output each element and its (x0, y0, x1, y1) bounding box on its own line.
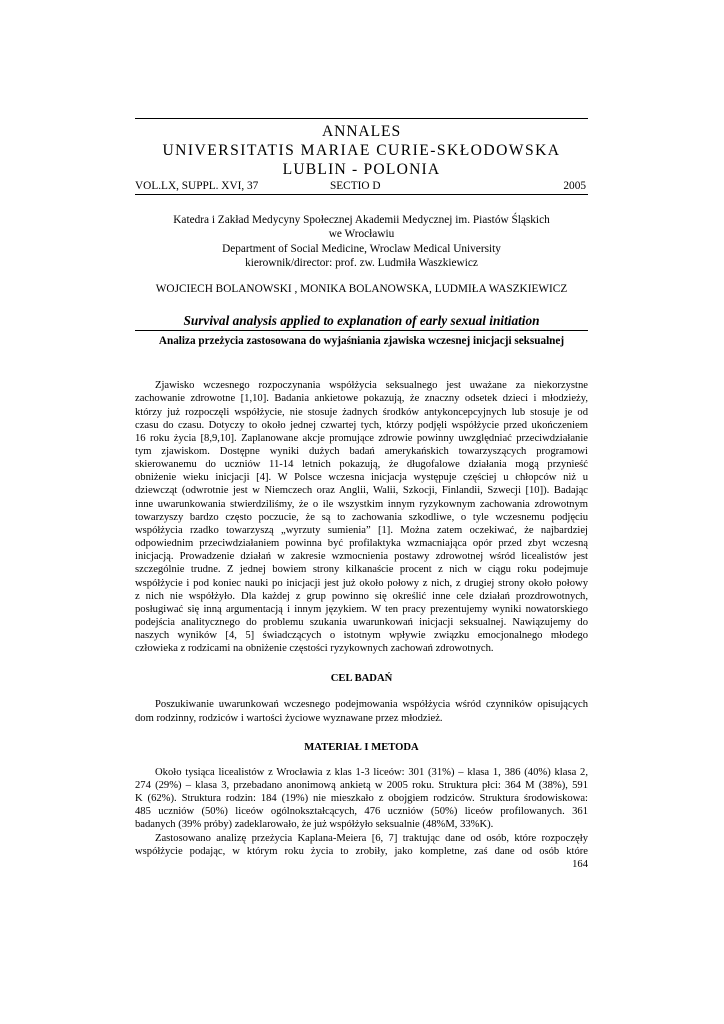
affiliation-line: Department of Social Medicine, Wroclaw Medical University (222, 242, 501, 255)
text-line: obniżenie wieku inicjacji [4]. W Polsce wczesna inicjacja występuje częściej u chłopców niż u (135, 472, 588, 484)
text-line: 16 roku życia [8,9,10]. Zaplanowane akcje promujące zdrowie powinny uwzględniać przeciwdziałanie (135, 432, 588, 444)
text-line: posługiwać się inną argumentacją i innym językiem. W ten pracy prezentujemy wyniki nowatorskiego (135, 603, 588, 615)
text-line: tym zjawiskom. Dostępne wyniki dużych badań amerykańskich towarzyszących programowi (135, 445, 588, 457)
journal-title-line-3: LUBLIN - POLONIA (282, 161, 441, 178)
page-footer (135, 858, 588, 872)
article-title-english: Survival analysis applied to explanation of early sexual initiation (183, 313, 540, 329)
text-line: zachowanie zdrowotne [1,10]. Badania ankietowe pokazują, że znaczny odsetek dzieci i młodzieży, (135, 393, 588, 405)
text-line: towarzyszy bardzo często poczucie, że są to zachowania szkodliwe, o tyle wczesnemu podjęciu (135, 511, 588, 523)
journal-title-line-2: UNIVERSITATIS MARIAE CURIE-SKŁODOWSKA (162, 142, 561, 159)
text-line: K (62%). Struktura rodzin: 184 (19%) nie mieszkało z obojgiem rodziców. Struktura środowiskowa: (135, 793, 588, 805)
journal-year: 2005 (563, 180, 586, 192)
section-heading-method: MATERIAŁ I METODA (304, 741, 419, 753)
text-line: człowieka z rodzicami na obniżenie częstości ryzykownych zachowań zdrowotnych. (135, 643, 494, 655)
paper-page (135, 118, 588, 872)
text-line: współżycie podając, w którym roku życia to zrobiły, jako kompletne, zaś dane od osób które (135, 845, 588, 857)
affiliation-line: kierownik/director: prof. zw. Ludmiła Waszkiewicz (245, 256, 478, 269)
method-paragraph-2 (135, 832, 588, 858)
journal-title-line-1: ANNALES (321, 123, 402, 140)
section-heading-aim: CEL BADAŃ (330, 673, 393, 685)
authors: WOJCIECH BOLANOWSKI , MONIKA BOLANOWSKA, LUDMIŁA WASZKIEWICZ (155, 283, 568, 296)
header-top-rule (135, 118, 588, 119)
affiliation-line: we Wrocławiu (328, 228, 395, 241)
text-line: Zjawisko wczesnego rozpoczynania współżycia seksualnego jest uważane za niekorzystne (155, 380, 588, 392)
text-line: inicjacją. Prowadzenie działań w zakresie wzmocnienia postawy zdrowotnej wśród licealistów jest (135, 551, 588, 563)
title-rule (135, 330, 588, 331)
text-line: Poszukiwanie uwarunkowań wczesnego podejmowania współżycia wśród czynników opisujących (155, 699, 588, 711)
affiliation-line: Katedra i Zakład Medycyny Społecznej Akademii Medycznej im. Piastów Śląskich (173, 214, 550, 226)
text-line: skierowanemu do uczniów 11-14 letnich pokazują, że długofalowe działania mogą przynieść (135, 459, 588, 471)
intro-paragraph (135, 379, 588, 655)
text-line: 274 (29%) – klasa 3, przebadano anonimową ankietą w 2005 roku. Struktura płci: 364 M (38%), 591 (135, 779, 588, 791)
article-title-polish: Analiza przeżycia zastosowana do wyjaśniania zjawiska wczesnej inicjacji seksualnej (158, 335, 565, 348)
text-line: współżycia rzadko towarzyszą „wyrzuty sumienia” [1]. Można zatem oczekiwać, że najbardziej (135, 524, 588, 536)
text-line: z nich nie współżyło. Dla każdej z grup powinno się określić inne cele działań prozdrowotnych, (135, 590, 588, 602)
text-line: naszych wyników [4, 5] świadczących o istotnym wpływie związku emocjonalnego młodego (135, 630, 588, 642)
text-line: inne uwarunkowania stwierdziliśmy, że o ile wszystkim innym ryzykownym zachowania zdrowotnym (135, 498, 588, 510)
journal-meta-row (135, 179, 588, 194)
text-line: Zastosowano analizę przeżycia Kaplana-Meiera [6, 7] traktując dane od osób, które rozpoczęły (155, 832, 588, 844)
header-bottom-rule (135, 194, 588, 195)
text-line: którzy już rozpoczęli współżycie, nie stosuje żadnych środków antykoncepcyjnych lub stosuje je od (135, 406, 588, 418)
text-line: podejścia analitycznego do problemu szukania uwarunkowań inicjacji seksualnej. Nawiązujemy do (135, 617, 588, 628)
affiliation (135, 213, 588, 270)
text-line: Około tysiąca licealistów z Wrocławia z klas 1-3 liceów: 301 (31%) – klasa 1, 386 (40%) klasa 2, (155, 766, 588, 778)
journal-volume: VOL.LX, SUPPL. XVI, 37 (135, 180, 259, 192)
text-line: współżycie i pod koniec nauki po inicjacji jest już około połowy z nich, z drugiej strony około połowy (135, 577, 588, 589)
text-line: badanych (39% próby) zadeklarowało, że już współżyło seksualnie (48%M, 33%K). (135, 819, 494, 831)
journal-sectio: SECTIO D (330, 180, 381, 192)
text-line: 485 uczniów (50%) liceów ogólnokształcących, 476 uczniów (50%) liceów profilowanych. 361 (135, 806, 588, 818)
page-number: 164 (572, 858, 588, 870)
text-line: dziewcząt (odwrotnie jest w Niemczech oraz Anglii, Walii, Szkocji, Finlandii, Szwecji [10]). Badając (135, 485, 588, 497)
text-line: czasu do czasu. Dotyczy to około jednej czwartej tych, którzy podjęli współżycie przed ukończeniem (135, 419, 588, 431)
text-line: odpowiednim przeciwdziałaniem powinna być profilaktyka wzmacniająca opór przed zbyt wczesną (135, 538, 588, 550)
text-line: szczególnie trudne. Z jednej bowiem strony kilkanaście procent z nich w ciągu roku podejmuje (135, 564, 588, 576)
text-line: dom rodzinny, rodziców i wartości życiowe wyznawane przez młodzież. (135, 712, 443, 724)
aim-paragraph (135, 698, 588, 724)
method-paragraph-1 (135, 766, 588, 832)
